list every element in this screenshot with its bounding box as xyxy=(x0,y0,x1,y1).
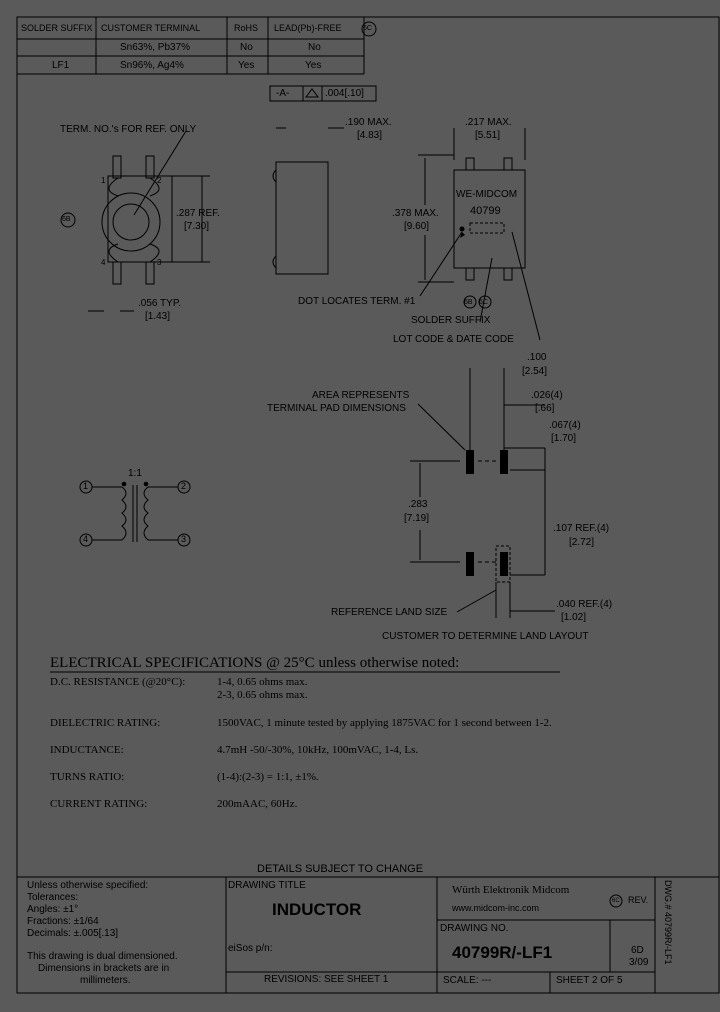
land-d1-mm: [2.54] xyxy=(522,366,548,377)
land-d1: .100 xyxy=(527,352,547,363)
land-pad-bottom-right xyxy=(500,552,508,576)
tolerance-line-4: Fractions: ±1/64 xyxy=(27,916,99,927)
spec-label-dielectric: DIELECTRIC RATING: xyxy=(50,717,161,729)
tolerance-value: .004[.10] xyxy=(325,88,364,99)
schematic-pin-4: 4 xyxy=(83,534,89,544)
rev-mark-table: 6C xyxy=(363,25,372,32)
rev-value: 6D xyxy=(631,945,644,956)
drawing-title: INDUCTOR xyxy=(272,900,362,919)
spec-value-dielectric: 1500VAC, 1 minute tested by applying 1875VAC for 1 second between 1-2. xyxy=(217,717,552,729)
land-d4-mm: [7.19] xyxy=(404,513,430,524)
table-header-lead-free: LEAD(Pb)-FREE xyxy=(274,23,342,33)
land-d2: .026(4) xyxy=(531,390,563,401)
solder-suffix-note: SOLDER SUFFIX xyxy=(411,315,491,326)
rev-date: 3/09 xyxy=(629,957,649,968)
rev-mark-6c-front: 6C xyxy=(479,299,488,306)
spec-label-dc-resistance: D.C. RESISTANCE (@20°C): xyxy=(50,676,186,688)
rev-label: REV. xyxy=(628,895,649,905)
tolerance-line-3: Angles: ±1° xyxy=(27,904,79,915)
dot-locates-note: DOT LOCATES TERM. #1 xyxy=(298,296,416,307)
dot-pin-2 xyxy=(144,482,149,487)
reference-land-note: REFERENCE LAND SIZE xyxy=(331,607,448,618)
eisos-label: eiSos p/n: xyxy=(228,943,273,954)
land-d5: .107 REF.(4) xyxy=(553,523,610,534)
dot-pin-1 xyxy=(122,482,127,487)
top-pin-4: 4 xyxy=(101,258,106,267)
company-logo: Würth Elektronik Midcom xyxy=(452,884,570,896)
dual-dim-note-2: Dimensions in brackets are in xyxy=(38,963,170,974)
spec-value-current: 200mAAC, 60Hz. xyxy=(217,798,298,810)
side-max-dim: .190 MAX. xyxy=(345,117,392,128)
drawing-title-label: DRAWING TITLE xyxy=(228,880,306,891)
customer-layout-note: CUSTOMER TO DETERMINE LAND LAYOUT xyxy=(382,631,589,642)
top-pin-3: 3 xyxy=(157,258,162,267)
top-ref-dim-mm: [7.30] xyxy=(184,221,210,232)
top-ref-dim: .287 REF. xyxy=(176,208,220,219)
land-d2-mm: [.66] xyxy=(535,403,555,414)
land-d3-mm: [1.70] xyxy=(551,433,577,444)
table-cell-rohs-2: Yes xyxy=(238,60,255,71)
front-width-dim: .217 MAX. xyxy=(465,117,512,128)
spec-value-inductance: 4.7mH -50/-30%, 10kHz, 100mVAC, 1-4, Ls. xyxy=(217,744,419,756)
rev-mark-6b-top: 6B xyxy=(62,216,71,223)
schematic-pin-1: 1 xyxy=(83,481,89,491)
table-cell-rohs-1: No xyxy=(240,42,253,53)
electrical-heading: ELECTRICAL SPECIFICATIONS @ 25°C unless otherwise noted: xyxy=(50,655,460,671)
term-note: TERM. NO.'s FOR REF. ONLY xyxy=(60,124,197,135)
table-header-rohs: RoHS xyxy=(234,23,259,33)
front-height-dim-mm: [9.60] xyxy=(404,221,430,232)
schematic-pin-3: 3 xyxy=(181,534,187,544)
land-d6: .040 REF.(4) xyxy=(556,599,613,610)
side-max-dim-mm: [4.83] xyxy=(357,130,383,141)
spec-label-current: CURRENT RATING: xyxy=(50,798,148,810)
front-height-dim: .378 MAX. xyxy=(392,208,439,219)
tolerance-line-2: Tolerances: xyxy=(27,892,79,903)
table-cell-leadfree-2: Yes xyxy=(305,60,322,71)
front-brand: WE-MIDCOM xyxy=(456,189,518,200)
rev-mark-6b-front: 6B xyxy=(464,299,473,306)
spec-label-inductance: INDUCTANCE: xyxy=(50,744,124,756)
front-part-number: 40799 xyxy=(470,205,501,217)
spec-value-dc-resistance-2: 2-3, 0.65 ohms max. xyxy=(217,689,308,701)
revisions-note: REVISIONS: SEE SHEET 1 xyxy=(264,974,389,985)
table-cell-suffix-2: LF1 xyxy=(52,60,70,71)
dual-dim-note-3: millimeters. xyxy=(80,975,131,986)
spec-label-turns-ratio: TURNS RATIO: xyxy=(50,771,125,783)
details-subject-note: DETAILS SUBJECT TO CHANGE xyxy=(257,863,424,875)
table-cell-terminal-2: Sn96%, Ag4% xyxy=(120,60,184,71)
sheet-field: SHEET 2 OF 5 xyxy=(556,975,623,986)
spec-value-turns-ratio: (1-4):(2-3) = 1:1, ±1%. xyxy=(217,771,319,783)
dual-dim-note-1: This drawing is dual dimensioned. xyxy=(27,951,178,962)
dot-term-1 xyxy=(460,227,465,232)
company-url: www.midcom-inc.com xyxy=(452,903,540,913)
land-d6-mm: [1.02] xyxy=(561,612,587,623)
land-pad-top-right xyxy=(500,450,508,474)
land-pad-top-left xyxy=(466,450,474,474)
top-typ-dim: .056 TYP. xyxy=(138,298,181,309)
front-width-dim-mm: [5.51] xyxy=(475,130,501,141)
table-header-customer-terminal: CUSTOMER TERMINAL xyxy=(101,23,201,33)
lot-code-note: LOT CODE & DATE CODE xyxy=(393,334,514,345)
land-d4: .283 xyxy=(408,499,428,510)
table-cell-terminal-1: Sn63%, Pb37% xyxy=(120,42,191,53)
drawing-number-label: DRAWING NO. xyxy=(440,923,509,934)
table-cell-leadfree-1: No xyxy=(308,42,321,53)
scale-field: SCALE: --- xyxy=(443,975,492,986)
schematic-pin-2: 2 xyxy=(181,481,187,491)
tolerance-datum: -A- xyxy=(276,88,290,99)
drawing-number: 40799R/-LF1 xyxy=(452,943,553,962)
land-pad-bottom-left xyxy=(466,552,474,576)
tolerance-line-1: Unless otherwise specified: xyxy=(27,880,149,891)
top-pin-2: 2 xyxy=(157,176,162,185)
top-typ-dim-mm: [1.43] xyxy=(145,311,171,322)
rev-mark-title: 6C xyxy=(612,898,620,904)
spec-value-dc-resistance: 1-4, 0.65 ohms max. xyxy=(217,676,308,688)
land-d5-mm: [2.72] xyxy=(569,537,595,548)
tolerance-line-5: Decimals: ±.005[.13] xyxy=(27,928,119,939)
table-header-solder-suffix: SOLDER SUFFIX xyxy=(21,23,93,33)
top-pin-1: 1 xyxy=(101,176,106,185)
schematic-ratio: 1:1 xyxy=(128,468,142,479)
area-note-1: AREA REPRESENTS xyxy=(312,390,410,401)
side-drawing-number: DWG.# 40799R/-LF1 xyxy=(663,880,673,965)
area-note-2: TERMINAL PAD DIMENSIONS xyxy=(267,403,406,414)
land-d3: .067(4) xyxy=(549,420,581,431)
